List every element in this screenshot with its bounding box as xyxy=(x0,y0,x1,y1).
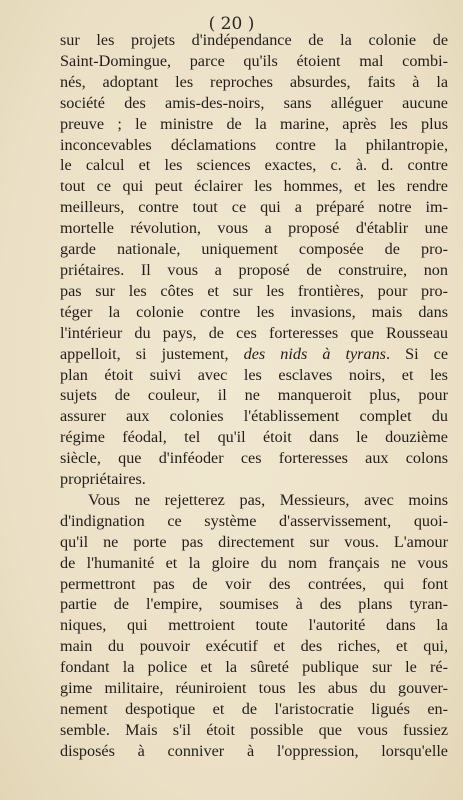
page-number: ( 20 ) xyxy=(208,14,255,34)
text-line: priétaires. Il vous a proposé de construire, non xyxy=(60,260,448,279)
text-line: téger la colonie contre les invasions, mais dans xyxy=(60,302,448,321)
text-line: garde nationale, uniquement composée de pro- xyxy=(60,240,448,259)
text-line: permettront pas de voir des contrées, qui font xyxy=(60,574,448,593)
text-line-paragraph-start: Vous ne rejetterez pas, Messieurs, avec moins xyxy=(88,490,448,509)
text-line-paragraph-end: propriétaires. xyxy=(60,470,146,489)
text-line: plan étoit suivi avec les esclaves noirs, et les xyxy=(60,365,448,384)
text-line: siècle, que d'inféoder ces forteresses aux colons xyxy=(60,449,448,468)
italic-phrase: des nids à tyrans xyxy=(243,344,386,363)
text-line: tout ce qui peut éclairer les hommes, et les rendre xyxy=(60,177,448,196)
text-line-mixed xyxy=(60,344,448,365)
text-line: niques, qui mettroient toute l'autorité dans la xyxy=(60,616,448,635)
text-line: gime militaire, réuniroient tous les abus du gouver- xyxy=(60,679,448,698)
text-line: qu'il ne porte pas directement sur vous. L'amour xyxy=(60,532,448,551)
body-text xyxy=(60,30,448,762)
text-line-start: appelloit, si justement, xyxy=(60,344,244,363)
text-line: inconcevables déclamations contre la philantropie, xyxy=(60,135,448,154)
text-line: meilleurs, contre tout ce qui a préparé notre im- xyxy=(60,198,448,217)
text-line: d'indignation ce système d'asservissement, quoi- xyxy=(60,511,448,530)
text-line-end: . Si ce xyxy=(385,344,448,363)
text-line: le calcul et les sciences exactes, c. à. d. contre xyxy=(60,156,448,175)
text-line: partie de l'empire, soumises à des plans tyran- xyxy=(60,595,448,614)
text-line: mortelle révolution, vous a proposé d'établir une xyxy=(60,219,448,238)
text-line: nés, adoptant les reproches absurdes, faits à la xyxy=(60,72,448,91)
text-line: semble. Mais s'il étoit possible que vous fussiez xyxy=(60,720,448,739)
text-line: régime féodal, tel qu'il étoit dans le douzième xyxy=(60,428,448,447)
text-line: preuve ; le ministre de la marine, après les plus xyxy=(60,114,448,133)
text-line: sur les projets d'indépendance de la colonie de xyxy=(60,31,448,49)
text-line: pas sur les côtes et sur les frontières, pour pro- xyxy=(60,281,448,300)
text-line: nement despotique et de l'aristocratie ligués en- xyxy=(60,700,448,718)
text-line: sujets de couleur, il ne manqueroit plus, pour xyxy=(60,386,448,405)
text-line: l'intérieur du pays, de ces forteresses que Rousseau xyxy=(60,323,448,342)
text-line: Saint-Domingue, parce qu'ils étoient mal combi- xyxy=(60,51,448,70)
text-line: de l'humanité et la gloire du nom français ne vous xyxy=(60,553,448,572)
text-line: fondant la police et la sûreté publique sur le ré- xyxy=(60,658,448,677)
text-line: main du pouvoir exécutif et des riches, et qui, xyxy=(60,637,448,656)
text-line: société des amis-des-noirs, sans alléguer aucune xyxy=(60,93,448,112)
text-line: disposés à conniver à l'oppression, lorsqu'elle xyxy=(60,741,448,760)
text-line: assurer aux colonies l'établissement complet du xyxy=(60,407,448,426)
